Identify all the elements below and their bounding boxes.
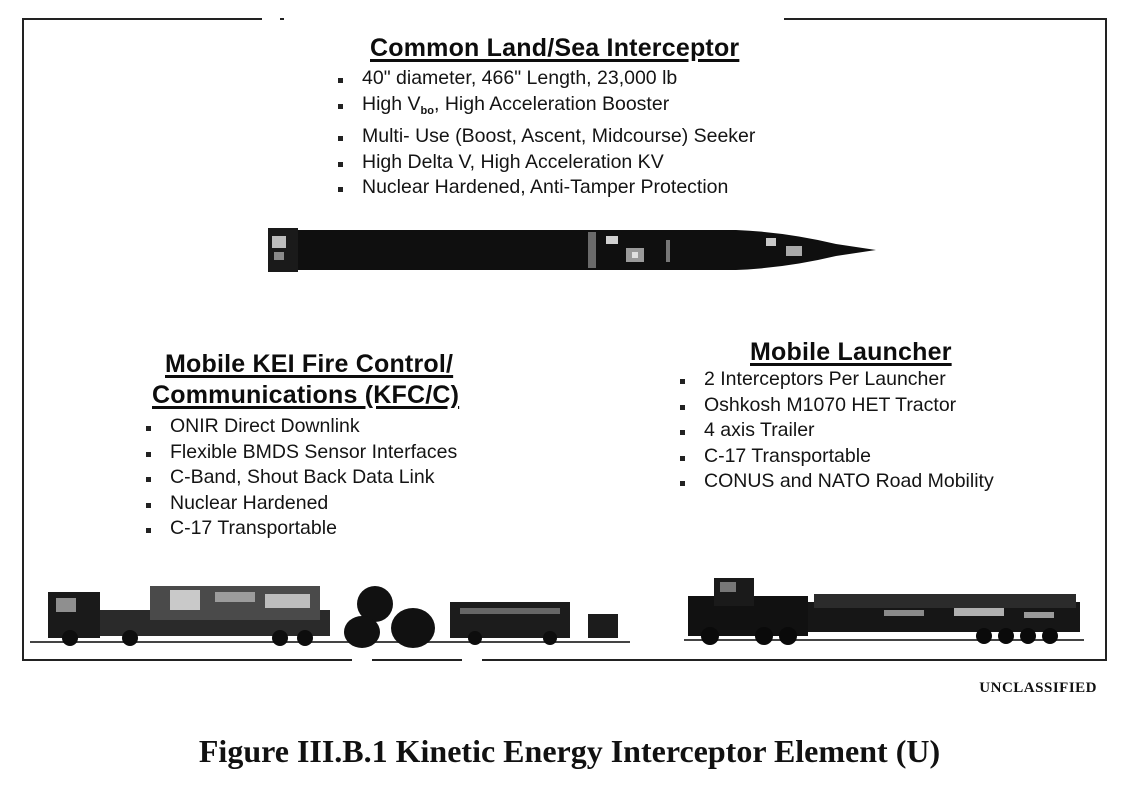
fire-control-title-line1: Mobile KEI Fire Control/: [165, 350, 454, 378]
interceptor-title: Common Land/Sea Interceptor: [370, 34, 740, 62]
list-item: High $V_{bo}$, High Acceleration Booster: [334, 92, 755, 125]
list-item: C-17 Transportable: [676, 444, 994, 470]
list-item: Nuclear Hardened: [142, 491, 457, 517]
list-item: CONUS and NATO Road Mobility: [676, 469, 994, 495]
list-item: C-Band, Shout Back Data Link: [142, 465, 457, 491]
list-item: High Delta V, High Acceleration KV: [334, 150, 755, 176]
list-item: Multi- Use (Boost, Ascent, Midcourse) Seeker: [334, 124, 755, 150]
list-item: 40" diameter, 466" Length, 23,000 lb: [334, 66, 755, 92]
figure-caption: Figure III.B.1 Kinetic Energy Interceptor Element (U): [198, 733, 941, 769]
list-item: 4 axis Trailer: [676, 418, 994, 444]
interceptor-missile-image: [266, 218, 878, 282]
list-item: C-17 Transportable: [142, 516, 457, 542]
fire-control-bullet-list: [142, 414, 457, 542]
list-item: 2 Interceptors Per Launcher: [676, 367, 994, 393]
launcher-truck-image: [684, 566, 1084, 646]
list-item: Nuclear Hardened, Anti-Tamper Protection: [334, 175, 755, 201]
launcher-title: Mobile Launcher: [750, 338, 952, 366]
fire-control-vehicles-image: [30, 570, 630, 650]
fire-control-title-line2: Communications (KFC/C): [152, 381, 460, 409]
list-item: ONIR Direct Downlink: [142, 414, 457, 440]
list-item: Flexible BMDS Sensor Interfaces: [142, 440, 457, 466]
classification-marking: UNCLASSIFIED: [979, 680, 1097, 696]
slide-figure: [22, 18, 1107, 661]
launcher-bullet-list: [676, 367, 994, 495]
interceptor-bullet-list: [334, 66, 755, 201]
list-item: Oshkosh M1070 HET Tractor: [676, 393, 994, 419]
